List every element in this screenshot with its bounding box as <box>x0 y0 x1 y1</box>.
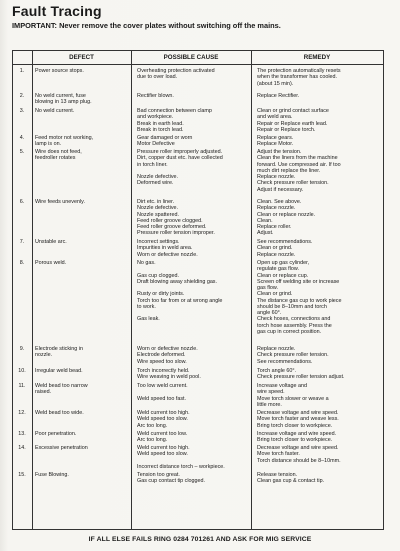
defect-text: Electrode sticking in nozzle. <box>35 346 83 359</box>
remedy-text: Decrease voltage and wire speed. Move torch faster. Torch distance should be 8–10mm. <box>257 445 341 464</box>
row-number: 6. <box>19 199 25 205</box>
cause-text: Gear damaged or worn Motor Defective <box>137 135 193 148</box>
defect-text: Irregular weld bead. <box>35 368 83 374</box>
defect-text: Wire does not feed, feedroller rotates <box>35 149 82 162</box>
remedy-text: See recommendations. Clean or grind. Replace nozzle. <box>257 239 313 258</box>
defect-text: Poor penetration. <box>35 431 77 437</box>
row-number: 13. <box>18 431 26 437</box>
header-defect: DEFECT <box>32 51 131 65</box>
row-number: 5. <box>19 149 25 155</box>
cause-text: Bad connection between clamp and workpiece. Break in earth lead. Break in torch lead. <box>137 108 212 133</box>
warning-notice: IMPORTANT: Never remove the cover plates without switching off the mains. <box>12 21 281 30</box>
column-divider <box>32 51 33 529</box>
row-number: 4. <box>19 135 25 141</box>
remedy-text: Replace gears. Replace Motor. <box>257 135 294 148</box>
header-number <box>13 51 32 65</box>
remedy-text: Replace nozzle. Check pressure roller tension. See recommendations. <box>257 346 329 365</box>
row-number: 10. <box>18 368 26 374</box>
defect-text: Fuse Blowing. <box>35 472 69 478</box>
page-title: Fault Tracing <box>12 3 102 19</box>
header-cause: POSSIBLE CAUSE <box>131 51 251 65</box>
column-divider <box>251 51 252 529</box>
row-number: 11. <box>18 383 26 389</box>
row-number: 3. <box>19 108 25 114</box>
defect-text: Weld bead too wide. <box>35 410 84 416</box>
remedy-text: Replace Rectifier. <box>257 93 300 99</box>
row-number: 7. <box>19 239 25 245</box>
remedy-text: Open up gas cylinder, regulate gas flow. Clean or replace cup. Screen off welding site or increase gas flow. Clean or grind. The distance gas cup to work piece should be 8–10mm and torch angle 60°. Check hoses, connections and torch hose assembly. Press the gas cup in correct position. <box>257 260 342 335</box>
defect-text: No weld current. <box>35 108 75 114</box>
row-number: 12. <box>18 410 26 416</box>
cause-text: Worn or defective nozzle. Electrode deformed. Wire speed too slow. <box>137 346 198 365</box>
cause-text: Dirt etc. in liner. Nozzle defective. Nozzle spattered. Feed roller groove clogged. Feed roller groove deformed. Pressure roller tension improper. <box>137 199 215 237</box>
defect-text: Wire feeds unevenly. <box>35 199 85 205</box>
remedy-text: The protection automatically resets when the transformer has cooled. (about 15 min). <box>257 68 341 87</box>
row-number: 8. <box>19 260 25 266</box>
row-number: 15. <box>18 472 26 478</box>
cause-text: Weld current too high. Weld speed too slow. Incorrect distance torch – workpiece. <box>137 445 225 470</box>
defect-text: Feed motor not working, lamp is on. <box>35 135 94 148</box>
cause-text: Too low weld current. Weld speed too fast. <box>137 383 188 402</box>
row-number: 1. <box>19 68 25 74</box>
cause-text: Tension too great. Gas cup contact tip clogged. <box>137 472 206 485</box>
cause-text: Torch incorrectly held. Wire weaving in weld pool. <box>137 368 201 381</box>
header-remedy: REMEDY <box>251 51 383 65</box>
cause-text: Pressure roller improperly adjusted. Dirt, copper dust etc. have collected in torch liner. Nozzle defective. Deformed wire. <box>137 149 223 187</box>
defect-text: Excessive penetration <box>35 445 88 451</box>
defect-text: No weld current, fuse blowing in 13 amp plug. <box>35 93 92 106</box>
remedy-text: Decrease voltage and wire speed. Move torch faster and weave less. Bring torch closer to workpiece. <box>257 410 339 429</box>
defect-text: Porous weld. <box>35 260 67 266</box>
defect-text: Unstable arc. <box>35 239 67 245</box>
defect-text: Weld bead too narrow raised. <box>35 383 88 396</box>
cause-text: Incorrect settings. Impurities in weld area. Worn or defective nozzle. <box>137 239 198 258</box>
cause-text: Weld current too high. Weld speed too slow. Arc too long. <box>137 410 190 429</box>
cause-text: Overheating protection activated due to over load. <box>137 68 215 81</box>
row-number: 2. <box>19 93 25 99</box>
remedy-text: Release tension. Clean gas cup & contact tip. <box>257 472 325 485</box>
defect-text: Power source stops. <box>35 68 84 74</box>
remedy-text: Increase voltage and wire speed. Move torch slower or weave a little more. <box>257 383 329 408</box>
column-divider <box>131 51 132 529</box>
remedy-text: Increase voltage and wire speed. Bring torch closer to workpiece. <box>257 431 337 444</box>
cause-text: Weld current too low. Arc too long. <box>137 431 188 444</box>
fault-table <box>12 50 384 530</box>
remedy-text: Adjust the tension. Clean the liners from the machine forward. Use compressed air. If too much dirt replace the liner. Replace nozzle. Check pressure roller tension. Adjust if necessary. <box>257 149 341 193</box>
service-footer: IF ALL ELSE FAILS RING 0284 701261 AND ASK FOR MIG SERVICE <box>88 536 312 543</box>
remedy-text: Clean. See above. Replace nozzle. Clean or replace nozzle. Clean. Replace roller. Adjust. <box>257 199 316 237</box>
remedy-text: Clean or grind contact surface and weld area. Repair or Replace earth lead. Repair or Replace torch. <box>257 108 329 133</box>
cause-text: No gas. Gas cup clogged. Draft blowing away shielding gas. Rusty or dirty joints. Torch too far from or at wrong angle to work. Gas leak. <box>137 260 223 323</box>
remedy-text: Torch angle 60°. Check pressure roller tension adjust. <box>257 368 345 381</box>
row-number: 9. <box>19 346 25 352</box>
row-number: 14. <box>18 445 26 451</box>
cause-text: Rectifier blown. <box>137 93 174 99</box>
